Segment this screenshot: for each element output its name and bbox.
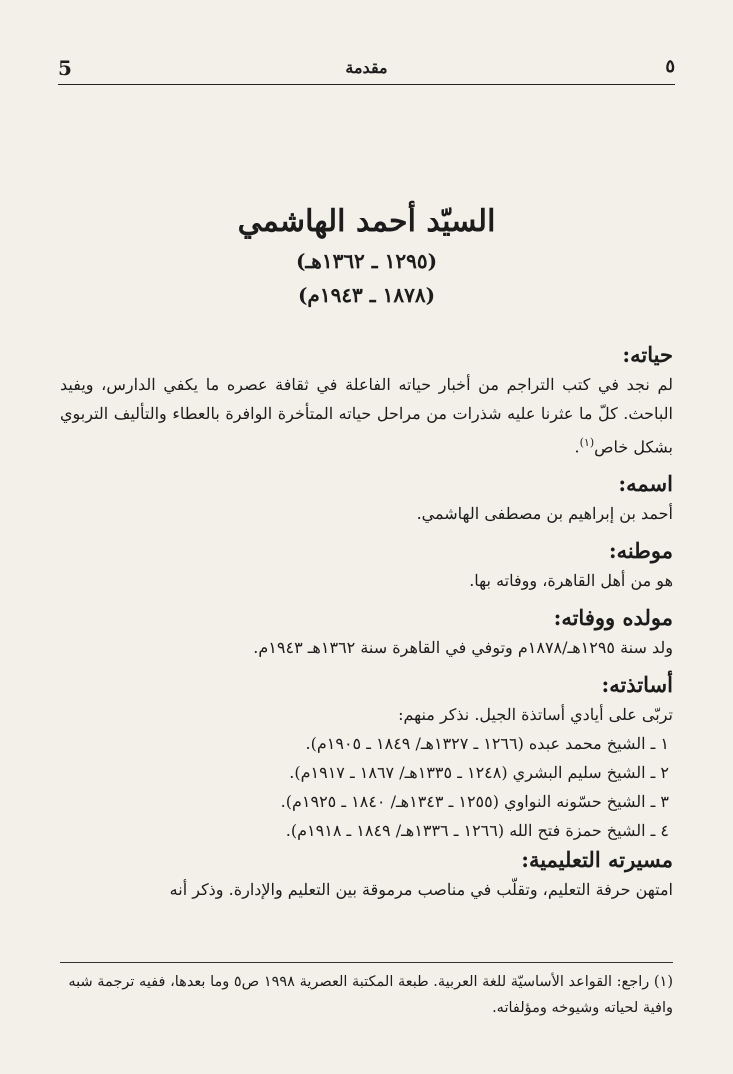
page-number-arabic: ٥ bbox=[665, 56, 675, 77]
footnote-reference[interactable]: (١) bbox=[579, 436, 595, 449]
main-text bbox=[60, 340, 673, 904]
footnote-1: (١) راجع: القواعد الأساسيّة للغة العربية. طبعة المكتبة العصرية ١٩٩٨ ص٥ وما بعدها، ففيه ترجمة شبه وافية لحياته وشيوخه ومؤلفاته. bbox=[68, 974, 673, 1016]
teacher-item: ١ ـ الشيخ محمد عبده (١٢٦٦ ـ ١٣٢٧هـ/ ١٨٤٩ ـ ١٩٠٥م). bbox=[305, 734, 669, 754]
life-paragraph bbox=[60, 370, 673, 461]
running-head bbox=[58, 56, 675, 85]
heading-homeland: موطنه: bbox=[608, 538, 673, 564]
education-career-paragraph: امتهن حرفة التعليم، وتقلّب في مناصب مرموقة بين التعليم والإدارة. وذكر أنه bbox=[169, 880, 673, 900]
footnotes bbox=[60, 962, 673, 1021]
life-text-end: . bbox=[574, 437, 580, 457]
heading-life: حياته: bbox=[622, 342, 673, 367]
page-number-latin: 5 bbox=[58, 56, 72, 80]
gregorian-dates: (١٨٧٨ ـ ١٩٤٣م) bbox=[297, 283, 436, 307]
homeland-paragraph: هو من أهل القاهرة، ووفاته بها. bbox=[469, 571, 673, 591]
teacher-item: ٤ ـ الشيخ حمزة فتح الله (١٢٦٦ ـ ١٣٣٦هـ/ ١٨٤٩ ـ ١٩١٨م). bbox=[285, 821, 669, 841]
teacher-item: ٣ ـ الشيخ حسّونه النواوي (١٢٥٥ ـ ١٣٤٣هـ/ ١٨٤٠ ـ ١٩٢٥م). bbox=[280, 792, 669, 812]
teacher-item: ٢ ـ الشيخ سليم البشري (١٢٤٨ ـ ١٣٣٥هـ/ ١٨٦٧ ـ ١٩١٧م). bbox=[289, 763, 669, 783]
name-paragraph: أحمد بن إبراهيم بن مصطفى الهاشمي. bbox=[416, 504, 673, 524]
biography-title-block bbox=[58, 200, 675, 312]
biography-title: السيّد أحمد الهاشمي bbox=[237, 204, 496, 239]
birth-death-paragraph: ولد سنة ١٢٩٥هـ/١٨٧٨م وتوفي في القاهرة سنة ١٣٦٢هـ ١٩٤٣م. bbox=[253, 638, 673, 658]
heading-name: اسمه: bbox=[618, 471, 673, 497]
life-text: لم نجد في كتب التراجم من أخبار حياته الفاعلة في ثقافة عصره ما يكفي الدارس، ويفيد الباحث. كلّ ما عثرنا عليه شذرات من مراحل حياته المتأخرة الوافرة بالعطاء والتأليف التربوي بشكل خاص bbox=[60, 375, 674, 457]
heading-birth-death: مولده ووفاته: bbox=[553, 605, 673, 631]
heading-education-career: مسيرته التعليمية: bbox=[521, 847, 673, 873]
running-head-title: مقدمة bbox=[345, 58, 388, 77]
heading-teachers: أساتذته: bbox=[601, 672, 673, 698]
teachers-intro: تربّى على أيادي أساتذة الجيل. نذكر منهم: bbox=[398, 705, 673, 725]
hijri-dates: (١٢٩٥ ـ ١٣٦٢هـ) bbox=[295, 249, 438, 273]
